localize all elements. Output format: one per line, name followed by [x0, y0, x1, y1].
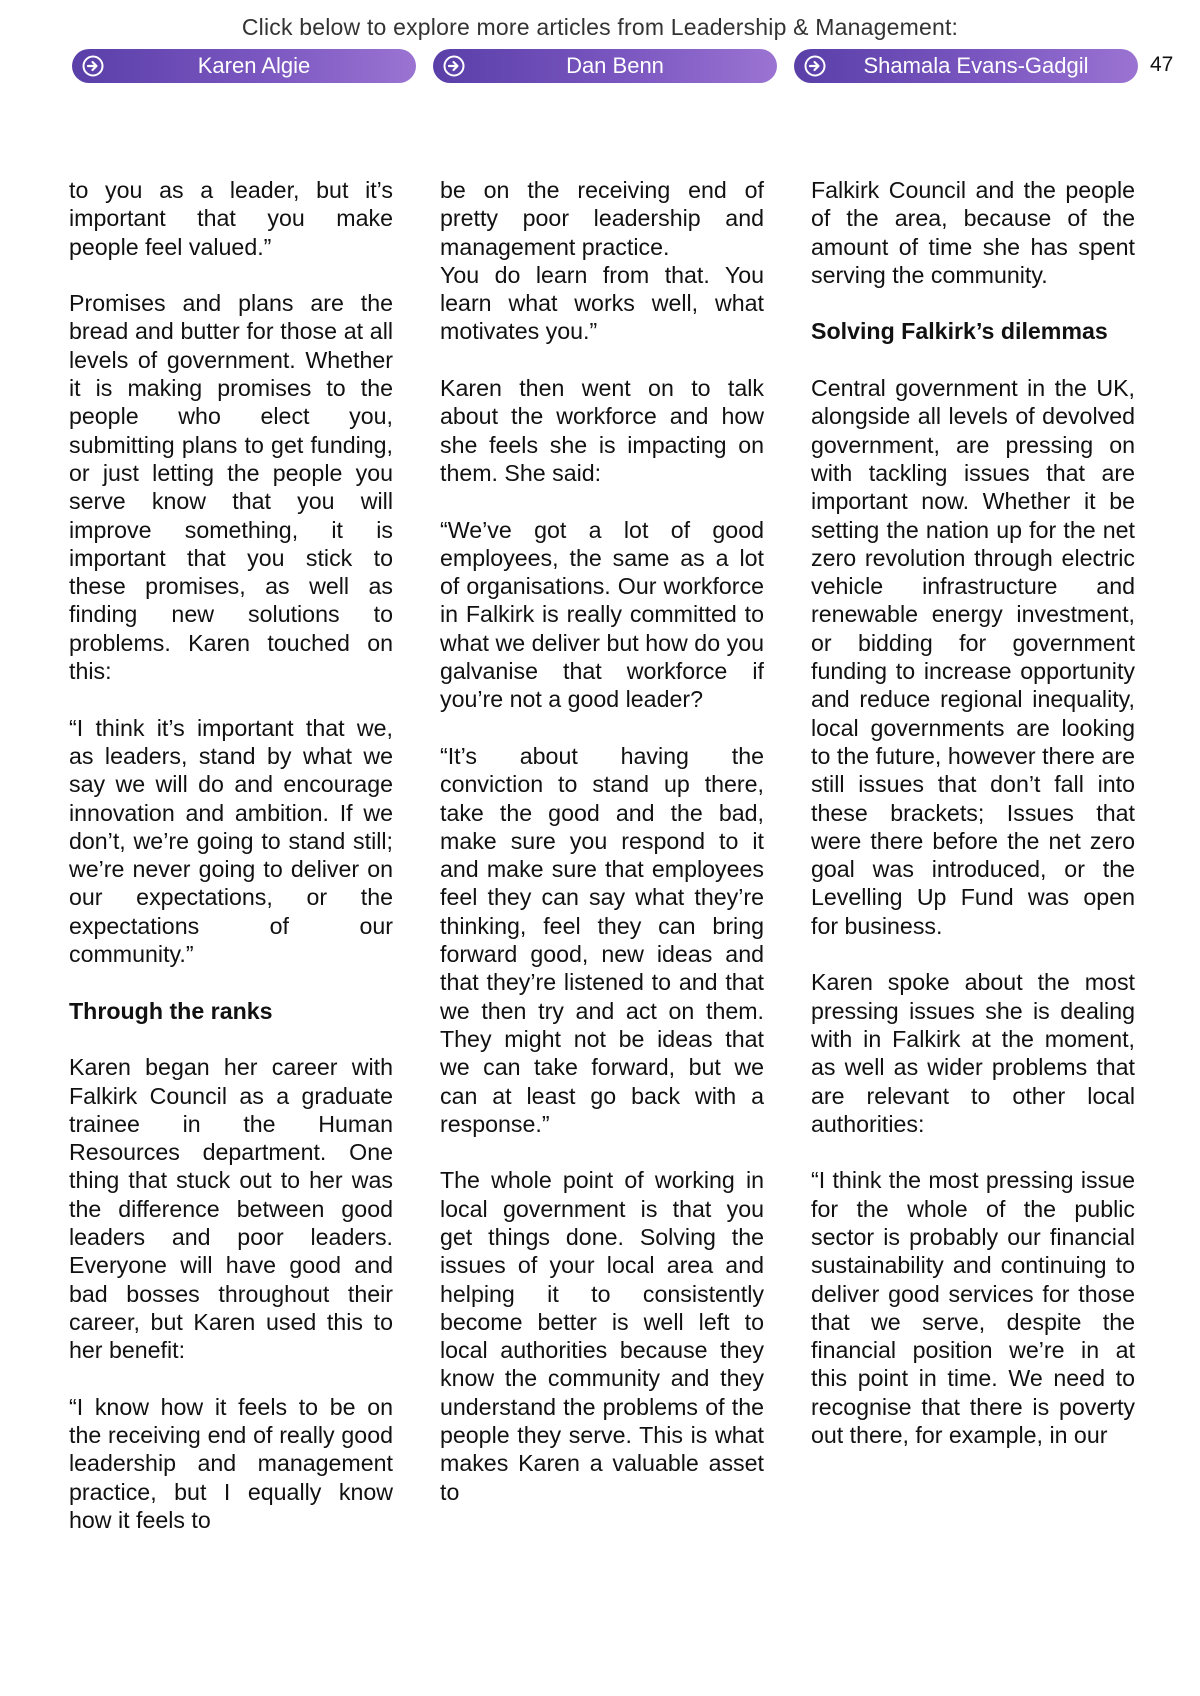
nav-button-dan-benn[interactable]: [433, 49, 777, 83]
nav-button-label: Shamala Evans-Gadgil: [863, 53, 1089, 78]
nav-button-karen-algie[interactable]: [72, 49, 416, 83]
paragraph: Falkirk Council and the people of the area, because of the amount of time she has spent serving the community.: [811, 177, 1135, 288]
quote-paragraph: “I think the most pressing issue for the whole of the public sector is probably our financial sustainability and continuing to deliver good services for those that we serve, despite the financial position we’re in at this point in time. We need to recognise that there is poverty out there, for example, in our: [811, 1167, 1135, 1449]
arrow-right-circle-icon: [804, 55, 826, 77]
nav-button-label: Dan Benn: [566, 53, 664, 78]
article-body: [69, 176, 1135, 1534]
article-column-3: [811, 176, 1135, 1534]
paragraph: Central government in the UK, alongside all levels of devolved government, are pressing on with tackling issues that are important now. Whether it be setting the nation up for the net zero revolution through electric vehicle infrastructure and renewable energy investment, or bidding for government funding to increase opportunity and reduce regional inequality, local governments are looking to the future, however there are still issues that don’t fall into these brackets; Issues that were there before the net zero goal was introduced, or the Levelling Up Fund was open for business.: [811, 375, 1135, 939]
article-column-1: [69, 176, 393, 1534]
nav-button-shamala-evans-gadgil[interactable]: [794, 49, 1138, 83]
paragraph: Karen began her career with Falkirk Council as a graduate trainee in the Human Resources department. One thing that stuck out to her was the difference between good leaders and poor leaders. Everyone will have good and bad bosses throughout their career, but Karen used this to her benefit:: [69, 1054, 393, 1364]
arrow-right-circle-icon: [82, 55, 104, 77]
arrow-right-circle-icon: [443, 55, 465, 77]
nav-caption: Click below to explore more articles from Leadership & Management:: [241, 14, 959, 40]
paragraph: Promises and plans are the bread and butter for those at all levels of government. Whether it is making promises to the people who elect you, submitting plans to get funding, or just letting the people you serve know that you will improve something, it is important that you stick to these promises, as well as finding new solutions to problems. Karen touched on this:: [69, 290, 393, 685]
paragraph: Karen spoke about the most pressing issues she is dealing with in Falkirk at the moment, as well as wider problems that are relevant to other local authorities:: [811, 969, 1135, 1137]
article-column-2: [440, 176, 764, 1534]
paragraph: The whole point of working in local government is that you get things done. Solving the issues of your local area and helping it to consistently become better is well left to local authorities because they know the community and they understand the problems of the people they serve. This is what makes Karen a valuable asset to: [440, 1167, 764, 1505]
nav-button-label: Karen Algie: [197, 53, 311, 78]
quote-paragraph: “I think it’s important that we, as leaders, stand by what we say we will do and encourage innovation and ambition. If we don’t, we’re going to stand still; we’re never going to deliver on our expectations, or the expectations of our community.”: [69, 714, 393, 968]
section-heading: Solving Falkirk’s dilemmas: [811, 318, 1108, 345]
paragraph: You do learn from that. You learn what works well, what motivates you.”: [440, 261, 764, 345]
paragraph: be on the receiving end of pretty poor leadership and management practice.: [440, 177, 764, 260]
quote-paragraph: “It’s about having the conviction to stand up there, take the good and the bad, make sure you respond to it and make sure that employees feel they can say what they’re thinking, feel they can bring forward good, new ideas and that they’re listened to and that we then try and act on them. They might not be ideas that we can take forward, but we can at least go back with a response.”: [440, 742, 764, 1137]
quote-paragraph: “I know how it feels to be on the receiving end of really good leadership and management practice, but I equally know how it feels to: [69, 1393, 393, 1533]
paragraph: Karen then went on to talk about the workforce and how she feels she is impacting on them. She said:: [440, 375, 764, 486]
quote-paragraph: “We’ve got a lot of good employees, the same as a lot of organisations. Our workforce in Falkirk is really committed to what we deliver but how do you galvanise that workforce if you’re not a good leader?: [440, 516, 764, 713]
paragraph: to you as a leader, but it’s important that you make people feel valued.”: [69, 177, 393, 260]
page-number: 47: [1150, 53, 1174, 76]
section-heading: Through the ranks: [69, 997, 273, 1024]
article-nav: [72, 49, 1138, 83]
